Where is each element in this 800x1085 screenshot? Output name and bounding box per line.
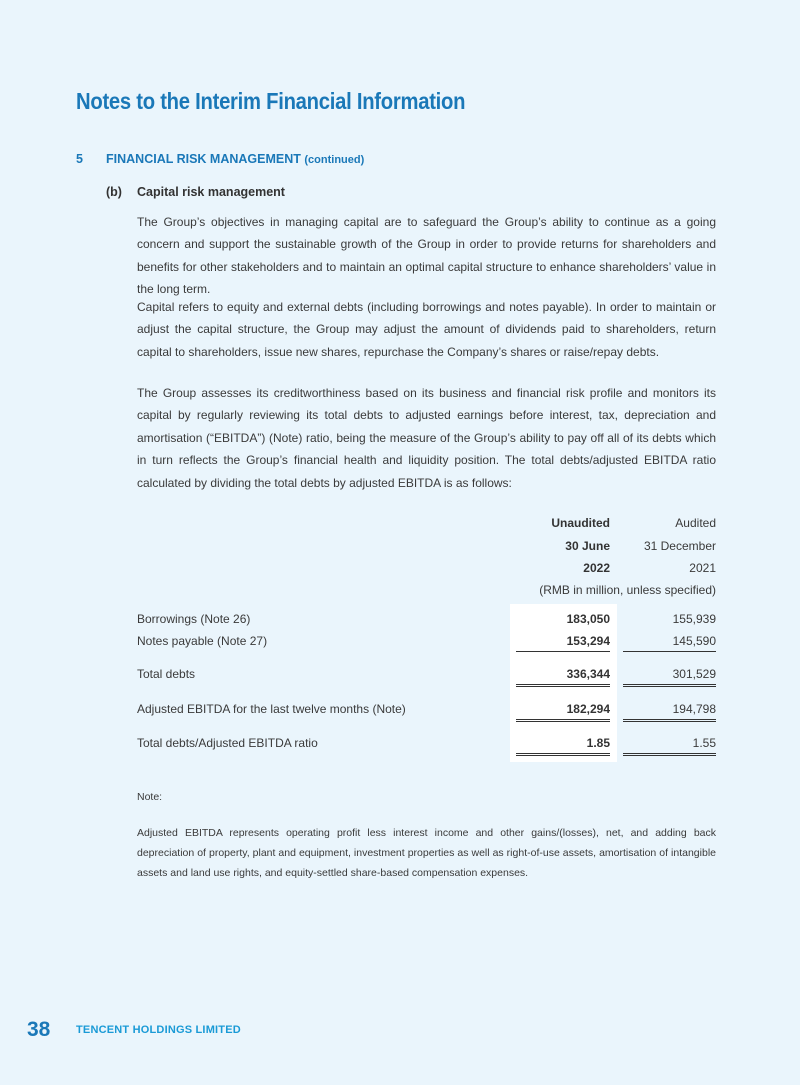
paragraph-objectives: The Group’s objectives in managing capital are to safeguard the Group’s ability to continue as a going concern and support the sustainable growth of the Group in order to provide returns for shareholders and benefits for other stakeholders and to maintain an optimal capital structure to enhance shareholders’ value in the long term. — [137, 215, 716, 297]
footer-company-name: TENCENT HOLDINGS LIMITED — [76, 1024, 241, 1036]
ratio-double-rule-current — [516, 753, 610, 756]
section-number: 5 — [76, 152, 83, 166]
subsection-heading — [106, 185, 285, 199]
row-label-borrowings: Borrowings (Note 26) — [137, 612, 251, 626]
value-notes-payable-current: 153,294 — [566, 634, 610, 648]
value-notes-payable-prior: 145,590 — [672, 634, 716, 648]
total-double-rule-prior — [623, 684, 716, 687]
paragraph-capital: Capital refers to equity and external debts (including borrowings and notes payable). In order to maintain or adjust the capital structure, the Group may adjust the amount of dividends paid to shareholders, return capital to shareholders, issue new shares, repurchase the Company’s shares or raise/repay debts. — [137, 300, 716, 359]
section-title: FINANCIAL RISK MANAGEMENT — [106, 152, 301, 166]
section-heading — [76, 152, 364, 166]
paragraph-creditworthiness: The Group assesses its creditworthiness based on its business and financial risk profile and monitors its capital by regularly reviewing its total debts to adjusted earnings before interest, tax, depreciation and amortisation (“EBITDA”) (Note) ratio, being the measure of the Group’s ability to pay off all of its debts which in turn reflects the Group’s financial health and liquidity position. The total debts/adjusted EBITDA ratio calculated by dividing the total debts by adjusted EBITDA is as follows: — [137, 386, 716, 490]
row-label-ratio: Total debts/Adjusted EBITDA ratio — [137, 736, 318, 750]
subsection-label: (b) — [106, 185, 122, 199]
column-date-current: 30 June — [565, 539, 610, 553]
section-continued: (continued) — [304, 154, 365, 166]
value-total-debts-prior: 301,529 — [672, 667, 716, 681]
row-label-adjusted-ebitda: Adjusted EBITDA for the last twelve months (Note) — [137, 702, 406, 716]
ratio-double-rule-prior — [623, 753, 716, 756]
column-status-current: Unaudited — [551, 516, 610, 530]
note-label: Note: — [137, 791, 163, 803]
note-text: Adjusted EBITDA represents operating profit less interest income and other gains/(losses), net, and adding back depreciation of property, plant and equipment, investment properties as well as right-of-use assets, amortisation of intangible assets and land use rights, and equity-settled share-based compensation expenses. — [137, 827, 716, 879]
column-year-current: 2022 — [583, 561, 610, 575]
column-status-prior: Audited — [675, 516, 716, 530]
subtotal-rule-prior — [623, 651, 716, 652]
value-adjusted-ebitda-current: 182,294 — [566, 702, 610, 716]
page-title: Notes to the Interim Financial Information — [76, 88, 466, 114]
page-number: 38 — [27, 1018, 51, 1041]
ebitda-double-rule-current — [516, 719, 610, 722]
total-double-rule-current — [516, 684, 610, 687]
value-adjusted-ebitda-prior: 194,798 — [672, 702, 716, 716]
subsection-title: Capital risk management — [137, 185, 285, 199]
value-ratio-current: 1.85 — [586, 736, 610, 750]
column-year-prior: 2021 — [689, 561, 716, 575]
value-ratio-prior: 1.55 — [692, 736, 716, 750]
value-borrowings-prior: 155,939 — [672, 612, 716, 626]
table-units: (RMB in million, unless specified) — [539, 583, 716, 597]
value-borrowings-current: 183,050 — [566, 612, 610, 626]
row-label-notes-payable: Notes payable (Note 27) — [137, 634, 268, 648]
row-label-total-debts: Total debts — [137, 667, 196, 681]
ebitda-double-rule-prior — [623, 719, 716, 722]
column-date-prior: 31 December — [643, 539, 716, 553]
value-total-debts-current: 336,344 — [566, 667, 610, 681]
subtotal-rule-current — [516, 651, 610, 652]
